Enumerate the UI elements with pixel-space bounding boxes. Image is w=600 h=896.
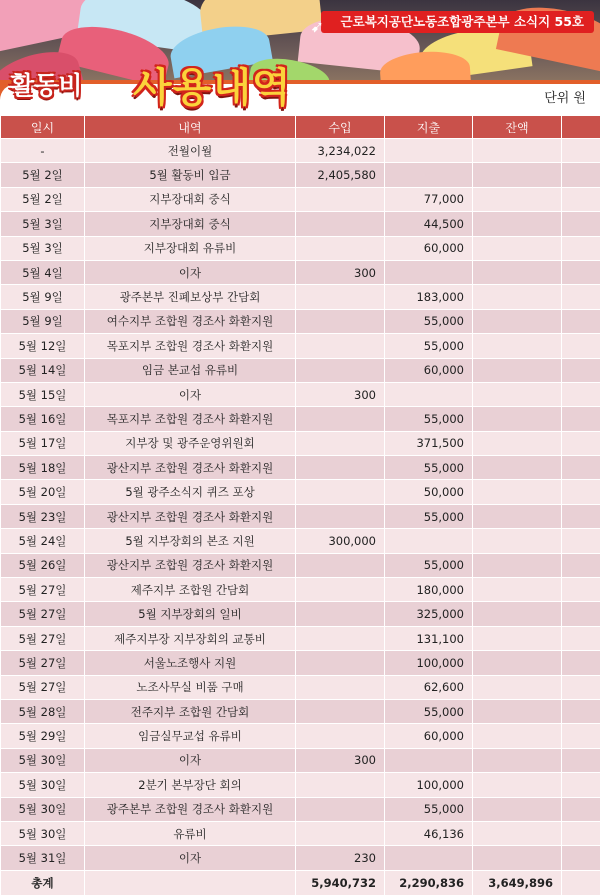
cell-expense: 131,100 bbox=[385, 626, 473, 650]
cell-balance bbox=[473, 431, 562, 455]
table-row bbox=[1, 139, 600, 163]
cell-description: 이자 bbox=[85, 260, 296, 284]
table-row bbox=[1, 821, 600, 845]
cell-expense: 55,000 bbox=[385, 699, 473, 723]
cell-date: 5월 9일 bbox=[1, 285, 85, 309]
cell-income: 300 bbox=[296, 382, 385, 406]
cell-description: 지부장대회 중식 bbox=[85, 187, 296, 211]
cell-blank bbox=[562, 187, 600, 211]
cell-income bbox=[296, 285, 385, 309]
title-prefix: 활동비 bbox=[10, 66, 82, 102]
cell-expense bbox=[385, 139, 473, 163]
cell-blank bbox=[562, 163, 600, 187]
cell-expense: 60,000 bbox=[385, 724, 473, 748]
header-banner bbox=[0, 0, 600, 112]
cell-date: - bbox=[1, 139, 85, 163]
cell-balance bbox=[473, 212, 562, 236]
cell-balance bbox=[473, 480, 562, 504]
cell-expense: 60,000 bbox=[385, 358, 473, 382]
cell-income bbox=[296, 651, 385, 675]
cell-blank bbox=[562, 236, 600, 260]
cell-description: 지부장 및 광주운영위원회 bbox=[85, 431, 296, 455]
cell-date: 5월 31일 bbox=[1, 846, 85, 870]
cell-description: 여수지부 조합원 경조사 화환지원 bbox=[85, 309, 296, 333]
cell-expense: 183,000 bbox=[385, 285, 473, 309]
cell-description: 광산지부 조합원 경조사 화환지원 bbox=[85, 456, 296, 480]
cell-date: 5월 16일 bbox=[1, 407, 85, 431]
cell-expense: 325,000 bbox=[385, 602, 473, 626]
cell-balance bbox=[473, 529, 562, 553]
cell-blank bbox=[562, 139, 600, 163]
cell-income bbox=[296, 797, 385, 821]
table-row bbox=[1, 309, 600, 333]
table-header-row bbox=[1, 116, 600, 139]
cell-balance bbox=[473, 578, 562, 602]
cell-date: 5월 2일 bbox=[1, 187, 85, 211]
cell-expense: 371,500 bbox=[385, 431, 473, 455]
cell-expense: 55,000 bbox=[385, 309, 473, 333]
unit-label: 단위 원 bbox=[544, 87, 586, 106]
cell-blank bbox=[562, 480, 600, 504]
cell-date: 5월 23일 bbox=[1, 504, 85, 528]
total-description bbox=[85, 870, 296, 895]
cell-balance bbox=[473, 675, 562, 699]
cell-blank bbox=[562, 212, 600, 236]
cell-expense bbox=[385, 748, 473, 772]
cell-description: 제주지부장 지부장회의 교통비 bbox=[85, 626, 296, 650]
cell-balance bbox=[473, 382, 562, 406]
cell-description: 5월 광주소식지 퀴즈 포상 bbox=[85, 480, 296, 504]
cell-expense: 62,600 bbox=[385, 675, 473, 699]
cell-blank bbox=[562, 748, 600, 772]
cell-income bbox=[296, 602, 385, 626]
cell-income bbox=[296, 407, 385, 431]
cell-income: 300,000 bbox=[296, 529, 385, 553]
cell-balance bbox=[473, 309, 562, 333]
cell-expense bbox=[385, 163, 473, 187]
cell-blank bbox=[562, 382, 600, 406]
column-header-balance: 잔액 bbox=[473, 116, 562, 139]
cell-expense bbox=[385, 382, 473, 406]
cell-date: 5월 29일 bbox=[1, 724, 85, 748]
table-row bbox=[1, 212, 600, 236]
page-title: 사용내역 bbox=[133, 56, 292, 112]
newsletter-badge bbox=[321, 11, 594, 33]
cell-income bbox=[296, 675, 385, 699]
cell-blank bbox=[562, 358, 600, 382]
cell-date: 5월 14일 bbox=[1, 358, 85, 382]
cell-expense: 50,000 bbox=[385, 480, 473, 504]
cell-blank bbox=[562, 797, 600, 821]
table-row bbox=[1, 724, 600, 748]
cell-income bbox=[296, 773, 385, 797]
cell-blank bbox=[562, 504, 600, 528]
total-income: 5,940,732 bbox=[296, 870, 385, 895]
cell-date: 5월 2일 bbox=[1, 163, 85, 187]
total-expense: 2,290,836 bbox=[385, 870, 473, 895]
table-row bbox=[1, 407, 600, 431]
table-row bbox=[1, 236, 600, 260]
cell-balance bbox=[473, 651, 562, 675]
table-row bbox=[1, 382, 600, 406]
column-header-income: 수입 bbox=[296, 116, 385, 139]
cell-date: 5월 27일 bbox=[1, 602, 85, 626]
cell-description: 전주지부 조합원 간담회 bbox=[85, 699, 296, 723]
total-row bbox=[1, 870, 600, 895]
table-row bbox=[1, 578, 600, 602]
cell-description: 2분기 본부장단 회의 bbox=[85, 773, 296, 797]
title-bar-inner bbox=[0, 84, 600, 112]
table-row bbox=[1, 334, 600, 358]
cell-balance bbox=[473, 139, 562, 163]
cell-balance bbox=[473, 358, 562, 382]
cell-income: 3,234,022 bbox=[296, 139, 385, 163]
table-row bbox=[1, 748, 600, 772]
cell-income bbox=[296, 626, 385, 650]
cell-date: 5월 20일 bbox=[1, 480, 85, 504]
table-row bbox=[1, 529, 600, 553]
cell-income bbox=[296, 431, 385, 455]
cell-date: 5월 30일 bbox=[1, 773, 85, 797]
cell-blank bbox=[562, 456, 600, 480]
cell-balance bbox=[473, 626, 562, 650]
cell-blank bbox=[562, 651, 600, 675]
cell-income bbox=[296, 699, 385, 723]
cell-balance bbox=[473, 553, 562, 577]
table-row bbox=[1, 699, 600, 723]
cell-expense: 100,000 bbox=[385, 651, 473, 675]
table-row bbox=[1, 358, 600, 382]
cell-description: 목포지부 조합원 경조사 화환지원 bbox=[85, 334, 296, 358]
cell-date: 5월 3일 bbox=[1, 212, 85, 236]
cell-description: 광주본부 조합원 경조사 화환지원 bbox=[85, 797, 296, 821]
cell-balance bbox=[473, 602, 562, 626]
column-header-expense: 지출 bbox=[385, 116, 473, 139]
cell-description: 서울노조행사 지원 bbox=[85, 651, 296, 675]
cell-blank bbox=[562, 675, 600, 699]
cell-expense: 55,000 bbox=[385, 407, 473, 431]
cell-date: 5월 15일 bbox=[1, 382, 85, 406]
cell-income bbox=[296, 358, 385, 382]
table-row bbox=[1, 773, 600, 797]
cell-description: 노조사무실 비품 구매 bbox=[85, 675, 296, 699]
cell-balance bbox=[473, 748, 562, 772]
cell-income bbox=[296, 821, 385, 845]
cell-date: 5월 30일 bbox=[1, 797, 85, 821]
cell-expense: 77,000 bbox=[385, 187, 473, 211]
cell-description: 광산지부 조합원 경조사 화환지원 bbox=[85, 504, 296, 528]
total-balance: 3,649,896 bbox=[473, 870, 562, 895]
table-row bbox=[1, 431, 600, 455]
cell-blank bbox=[562, 309, 600, 333]
cell-description: 임금 본교섭 유류비 bbox=[85, 358, 296, 382]
cell-description: 5월 활동비 입금 bbox=[85, 163, 296, 187]
cell-date: 5월 27일 bbox=[1, 578, 85, 602]
cell-expense: 55,000 bbox=[385, 456, 473, 480]
table-row bbox=[1, 285, 600, 309]
cell-blank bbox=[562, 773, 600, 797]
cell-expense: 100,000 bbox=[385, 773, 473, 797]
cell-date: 5월 28일 bbox=[1, 699, 85, 723]
column-header-blank bbox=[562, 116, 600, 139]
table-row bbox=[1, 675, 600, 699]
cell-balance bbox=[473, 724, 562, 748]
cell-income bbox=[296, 309, 385, 333]
cell-description: 목포지부 조합원 경조사 화환지원 bbox=[85, 407, 296, 431]
table-row bbox=[1, 797, 600, 821]
cell-income: 300 bbox=[296, 260, 385, 284]
cell-description: 임금실무교섭 유류비 bbox=[85, 724, 296, 748]
cell-blank bbox=[562, 334, 600, 358]
cell-balance bbox=[473, 407, 562, 431]
cell-date: 5월 27일 bbox=[1, 626, 85, 650]
cell-blank bbox=[562, 870, 600, 895]
cell-expense: 55,000 bbox=[385, 334, 473, 358]
cell-date: 5월 3일 bbox=[1, 236, 85, 260]
cell-income bbox=[296, 578, 385, 602]
table-row bbox=[1, 504, 600, 528]
table-row bbox=[1, 456, 600, 480]
table-row bbox=[1, 480, 600, 504]
cell-income bbox=[296, 334, 385, 358]
cell-description: 이자 bbox=[85, 846, 296, 870]
cell-description: 이자 bbox=[85, 748, 296, 772]
cell-description: 이자 bbox=[85, 382, 296, 406]
cell-balance bbox=[473, 285, 562, 309]
cell-date: 5월 26일 bbox=[1, 553, 85, 577]
cell-balance bbox=[473, 699, 562, 723]
cell-balance bbox=[473, 797, 562, 821]
cell-date: 5월 4일 bbox=[1, 260, 85, 284]
cell-blank bbox=[562, 260, 600, 284]
cell-description: 제주지부 조합원 간담회 bbox=[85, 578, 296, 602]
cell-income bbox=[296, 504, 385, 528]
cell-description: 광주본부 진폐보상부 간담회 bbox=[85, 285, 296, 309]
cell-income: 230 bbox=[296, 846, 385, 870]
cell-blank bbox=[562, 407, 600, 431]
cell-date: 5월 9일 bbox=[1, 309, 85, 333]
column-header-date: 일시 bbox=[1, 116, 85, 139]
cell-description: 5월 지부장회의 일비 bbox=[85, 602, 296, 626]
cell-expense: 60,000 bbox=[385, 236, 473, 260]
cell-description: 전월이월 bbox=[85, 139, 296, 163]
table-row bbox=[1, 602, 600, 626]
cell-blank bbox=[562, 626, 600, 650]
cell-blank bbox=[562, 699, 600, 723]
cell-income bbox=[296, 480, 385, 504]
cell-blank bbox=[562, 602, 600, 626]
cell-income bbox=[296, 187, 385, 211]
cell-income: 300 bbox=[296, 748, 385, 772]
cell-date: 5월 30일 bbox=[1, 748, 85, 772]
column-header-description: 내역 bbox=[85, 116, 296, 139]
cell-date: 5월 27일 bbox=[1, 675, 85, 699]
cell-expense: 55,000 bbox=[385, 504, 473, 528]
cell-income bbox=[296, 724, 385, 748]
table-row bbox=[1, 651, 600, 675]
cell-balance bbox=[473, 773, 562, 797]
cell-balance bbox=[473, 187, 562, 211]
cell-description: 지부장대회 유류비 bbox=[85, 236, 296, 260]
cell-description: 5월 지부장회의 본조 지원 bbox=[85, 529, 296, 553]
table-row bbox=[1, 626, 600, 650]
cell-date: 5월 18일 bbox=[1, 456, 85, 480]
cell-description: 유류비 bbox=[85, 821, 296, 845]
cell-date: 5월 30일 bbox=[1, 821, 85, 845]
cell-income bbox=[296, 456, 385, 480]
table-row bbox=[1, 260, 600, 284]
swoosh-icon: ➹ bbox=[311, 16, 324, 38]
cell-date: 5월 12일 bbox=[1, 334, 85, 358]
cell-balance bbox=[473, 821, 562, 845]
cell-description: 지부장대회 중식 bbox=[85, 212, 296, 236]
cell-blank bbox=[562, 285, 600, 309]
cell-expense: 55,000 bbox=[385, 553, 473, 577]
cell-income bbox=[296, 553, 385, 577]
cell-date: 5월 24일 bbox=[1, 529, 85, 553]
expense-table bbox=[0, 115, 600, 896]
cell-expense bbox=[385, 260, 473, 284]
cell-income bbox=[296, 212, 385, 236]
cell-date: 5월 27일 bbox=[1, 651, 85, 675]
newsletter-label: 근로복지공단노동조합광주본부 소식지 55호 bbox=[341, 14, 584, 29]
cell-blank bbox=[562, 553, 600, 577]
cell-balance bbox=[473, 163, 562, 187]
cell-expense bbox=[385, 529, 473, 553]
cell-balance bbox=[473, 260, 562, 284]
cell-expense: 180,000 bbox=[385, 578, 473, 602]
table-row bbox=[1, 163, 600, 187]
cell-income: 2,405,580 bbox=[296, 163, 385, 187]
cell-balance bbox=[473, 456, 562, 480]
cell-income bbox=[296, 236, 385, 260]
cell-balance bbox=[473, 334, 562, 358]
cell-blank bbox=[562, 578, 600, 602]
table-row bbox=[1, 553, 600, 577]
cell-blank bbox=[562, 431, 600, 455]
cell-balance bbox=[473, 236, 562, 260]
cell-balance bbox=[473, 504, 562, 528]
table-row bbox=[1, 187, 600, 211]
cell-blank bbox=[562, 821, 600, 845]
cell-description: 광산지부 조합원 경조사 화환지원 bbox=[85, 553, 296, 577]
cell-blank bbox=[562, 529, 600, 553]
total-label: 총계 bbox=[1, 870, 85, 895]
cell-expense: 55,000 bbox=[385, 797, 473, 821]
cell-date: 5월 17일 bbox=[1, 431, 85, 455]
cell-expense: 44,500 bbox=[385, 212, 473, 236]
title-bar bbox=[0, 80, 600, 112]
cell-expense: 46,136 bbox=[385, 821, 473, 845]
cell-blank bbox=[562, 724, 600, 748]
